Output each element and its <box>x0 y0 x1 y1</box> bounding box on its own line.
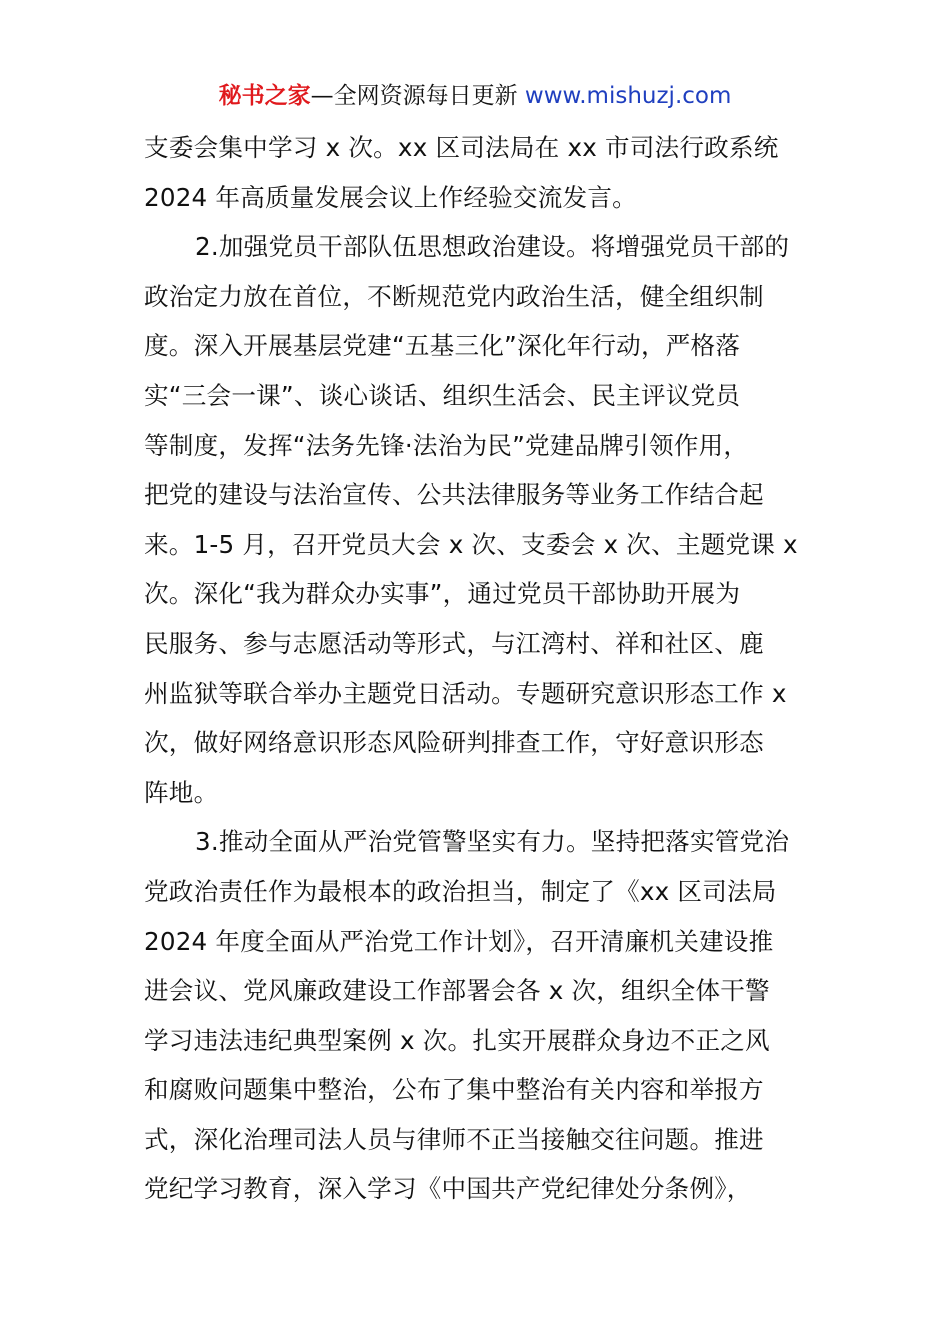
text-line: 州监狱等联合举办主题党日活动。专题研究意识形态工作 x <box>144 678 787 708</box>
text-line: 学习违法违纪典型案例 x 次。扎实开展群众身边不正之风 <box>144 1025 770 1055</box>
text-line: 2024 年度全面从严治党工作计划》，召开清廉机关建设推 <box>144 926 774 956</box>
text-line: 进会议、党风廉政建设工作部署会各 x 次，组织全体干警 <box>144 976 770 1006</box>
text-line: 2024 年高质量发展会议上作经验交流发言。 <box>144 182 637 212</box>
text-line: 实“三会一课”、谈心谈话、组织生活会、民主评议党员 <box>144 380 741 410</box>
site-header <box>0 78 950 114</box>
paragraph-3-first-line: 3.推动全面从严治党管警坚实有力。坚持把落实管党治 <box>195 827 790 857</box>
site-tagline: —全网资源每日更新 <box>310 83 525 109</box>
site-url-link[interactable]: www.mishuzj.com <box>524 83 732 109</box>
text-line: 来。1-5 月，召开党员大会 x 次、支委会 x 次、主题党课 x <box>144 529 798 559</box>
text-line: 次，做好网络意识形态风险研判排查工作，守好意识形态 <box>144 728 764 758</box>
text-line: 支委会集中学习 x 次。xx 区司法局在 xx 市司法行政系统 <box>144 133 779 162</box>
paragraph-2-first-line: 2.加强党员干部队伍思想政治建设。将增强党员干部的 <box>195 232 790 262</box>
text-line: 式，深化治理司法人员与律师不正当接触交往问题。推进 <box>144 1124 764 1154</box>
text-line: 和腐败问题集中整治，公布了集中整治有关内容和举报方 <box>144 1075 764 1105</box>
text-line: 次。深化“我为群众办实事”，通过党员干部协助开展为 <box>144 579 741 609</box>
text-line: 民服务、参与志愿活动等形式，与江湾村、祥和社区、鹿 <box>144 628 764 658</box>
text-line: 度。深入开展基层党建“五基三化”深化年行动，严格落 <box>144 331 741 361</box>
text-line: 等制度，发挥“法务先锋·法治为民”党建品牌引领作用， <box>144 430 749 460</box>
text-line: 把党的建设与法治宣传、公共法律服务等业务工作结合起 <box>144 480 764 510</box>
text-line: 阵地。 <box>144 777 219 807</box>
document-body <box>144 123 809 1214</box>
site-brand: 秘书之家 <box>218 83 311 109</box>
text-line: 党政治责任作为最根本的政治担当，制定了《xx 区司法局 <box>144 876 777 906</box>
text-line: 政治定力放在首位，不断规范党内政治生活，健全组织制 <box>144 281 764 311</box>
text-line: 党纪学习教育，深入学习《中国共产党纪律处分条例》， <box>144 1174 752 1204</box>
